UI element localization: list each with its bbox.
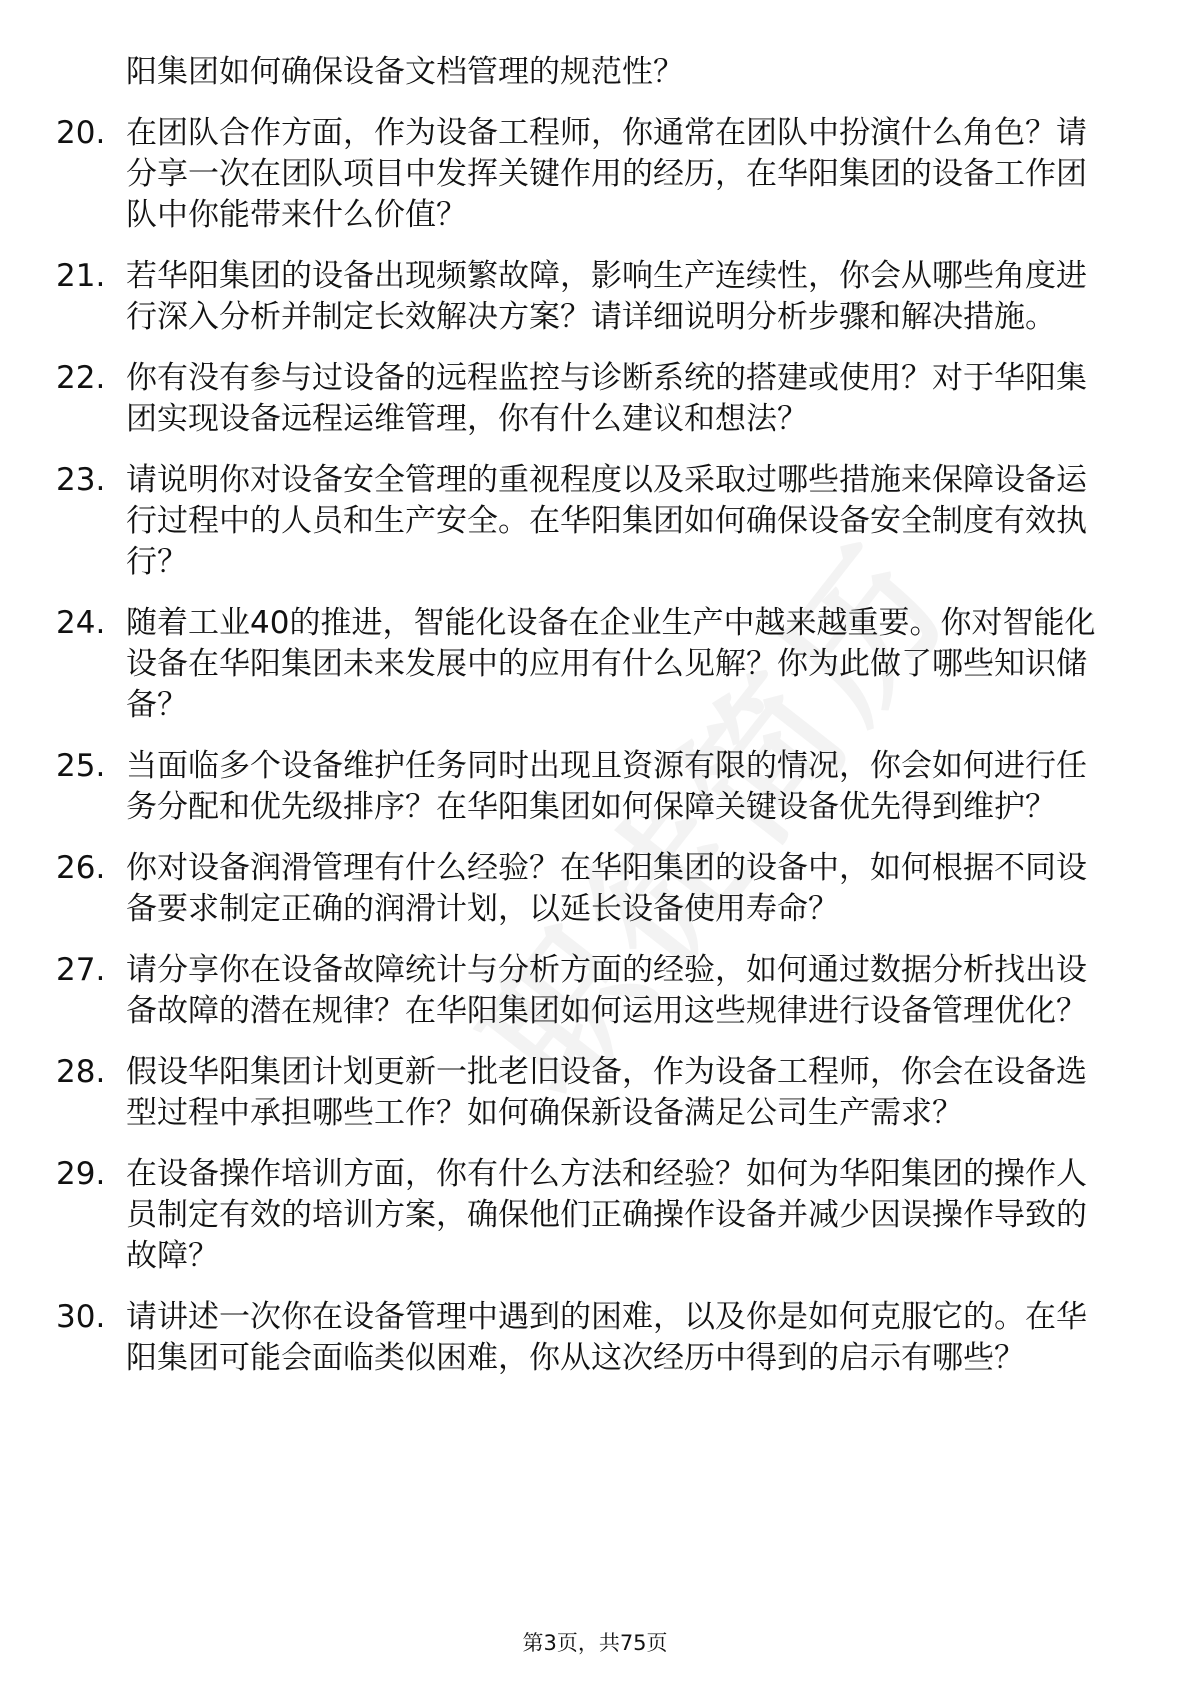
list-item (56, 848, 1116, 930)
list-item (56, 950, 1116, 1032)
question-number: 30. (56, 1299, 106, 1335)
list-item (56, 746, 1116, 828)
question-text: 在设备操作培训方面，你有什么方法和经验？如何为华阳集团的操作人员制定有效的培训方案，确保他们正确操作设备并减少因误操作导致的故障？ (126, 1156, 1087, 1274)
list-item (56, 1154, 1116, 1277)
question-list (0, 52, 1190, 1399)
question-text: 若华阳集团的设备出现频繁故障，影响生产连续性，你会从哪些角度进行深入分析并制定长效解决方案？请详细说明分析步骤和解决措施。 (126, 258, 1087, 335)
question-text: 你对设备润滑管理有什么经验？在华阳集团的设备中，如何根据不同设备要求制定正确的润滑计划，以延长设备使用寿命？ (126, 850, 1087, 927)
question-number: 29. (56, 1156, 106, 1192)
question-text: 在团队合作方面，作为设备工程师，你通常在团队中扮演什么角色？请分享一次在团队项目中发挥关键作用的经历，在华阳集团的设备工作团队中你能带来什么价值？ (126, 115, 1087, 233)
list-item (56, 113, 1116, 236)
question-number: 21. (56, 258, 106, 294)
page-footer: 第3页，共75页 (522, 1631, 668, 1655)
question-number: 25. (56, 748, 106, 784)
question-number: 27. (56, 952, 106, 988)
question-text: 假设华阳集团计划更新一批老旧设备，作为设备工程师，你会在设备选型过程中承担哪些工作？如何确保新设备满足公司生产需求？ (126, 1054, 1087, 1131)
question-text: 当面临多个设备维护任务同时出现且资源有限的情况，你会如何进行任务分配和优先级排序？在华阳集团如何保障关键设备优先得到维护？ (126, 748, 1087, 825)
question-number: 22. (56, 360, 106, 396)
question-text: 随着工业40的推进，智能化设备在企业生产中越来越重要。你对智能化设备在华阳集团未来发展中的应用有什么见解？你为此做了哪些知识储备？ (126, 605, 1096, 723)
question-number: 28. (56, 1054, 106, 1090)
question-number: 24. (56, 605, 106, 641)
question-text: 你有没有参与过设备的远程监控与诊断系统的搭建或使用？对于华阳集团实现设备远程运维管理，你有什么建议和想法？ (126, 360, 1087, 437)
question-text: 请讲述一次你在设备管理中遇到的困难，以及你是如何克服它的。在华阳集团可能会面临类似困难，你从这次经历中得到的启示有哪些？ (126, 1299, 1087, 1376)
question-number: 23. (56, 462, 106, 498)
list-item (56, 1052, 1116, 1134)
list-item (56, 1297, 1116, 1379)
question-text: 请说明你对设备安全管理的重视程度以及采取过哪些措施来保障设备运行过程中的人员和生产安全。在华阳集团如何确保设备安全制度有效执行？ (126, 462, 1087, 580)
question-number: 20. (56, 115, 106, 151)
list-item (56, 256, 1116, 338)
list-item (56, 460, 1116, 583)
question-text: 请分享你在设备故障统计与分析方面的经验，如何通过数据分析找出设备故障的潜在规律？在华阳集团如何运用这些规律进行设备管理优化？ (126, 952, 1087, 1029)
question-number: 26. (56, 850, 106, 886)
list-item (56, 358, 1116, 440)
list-item (56, 603, 1116, 726)
continuation-text: 阳集团如何确保设备文档管理的规范性？ (126, 54, 684, 90)
